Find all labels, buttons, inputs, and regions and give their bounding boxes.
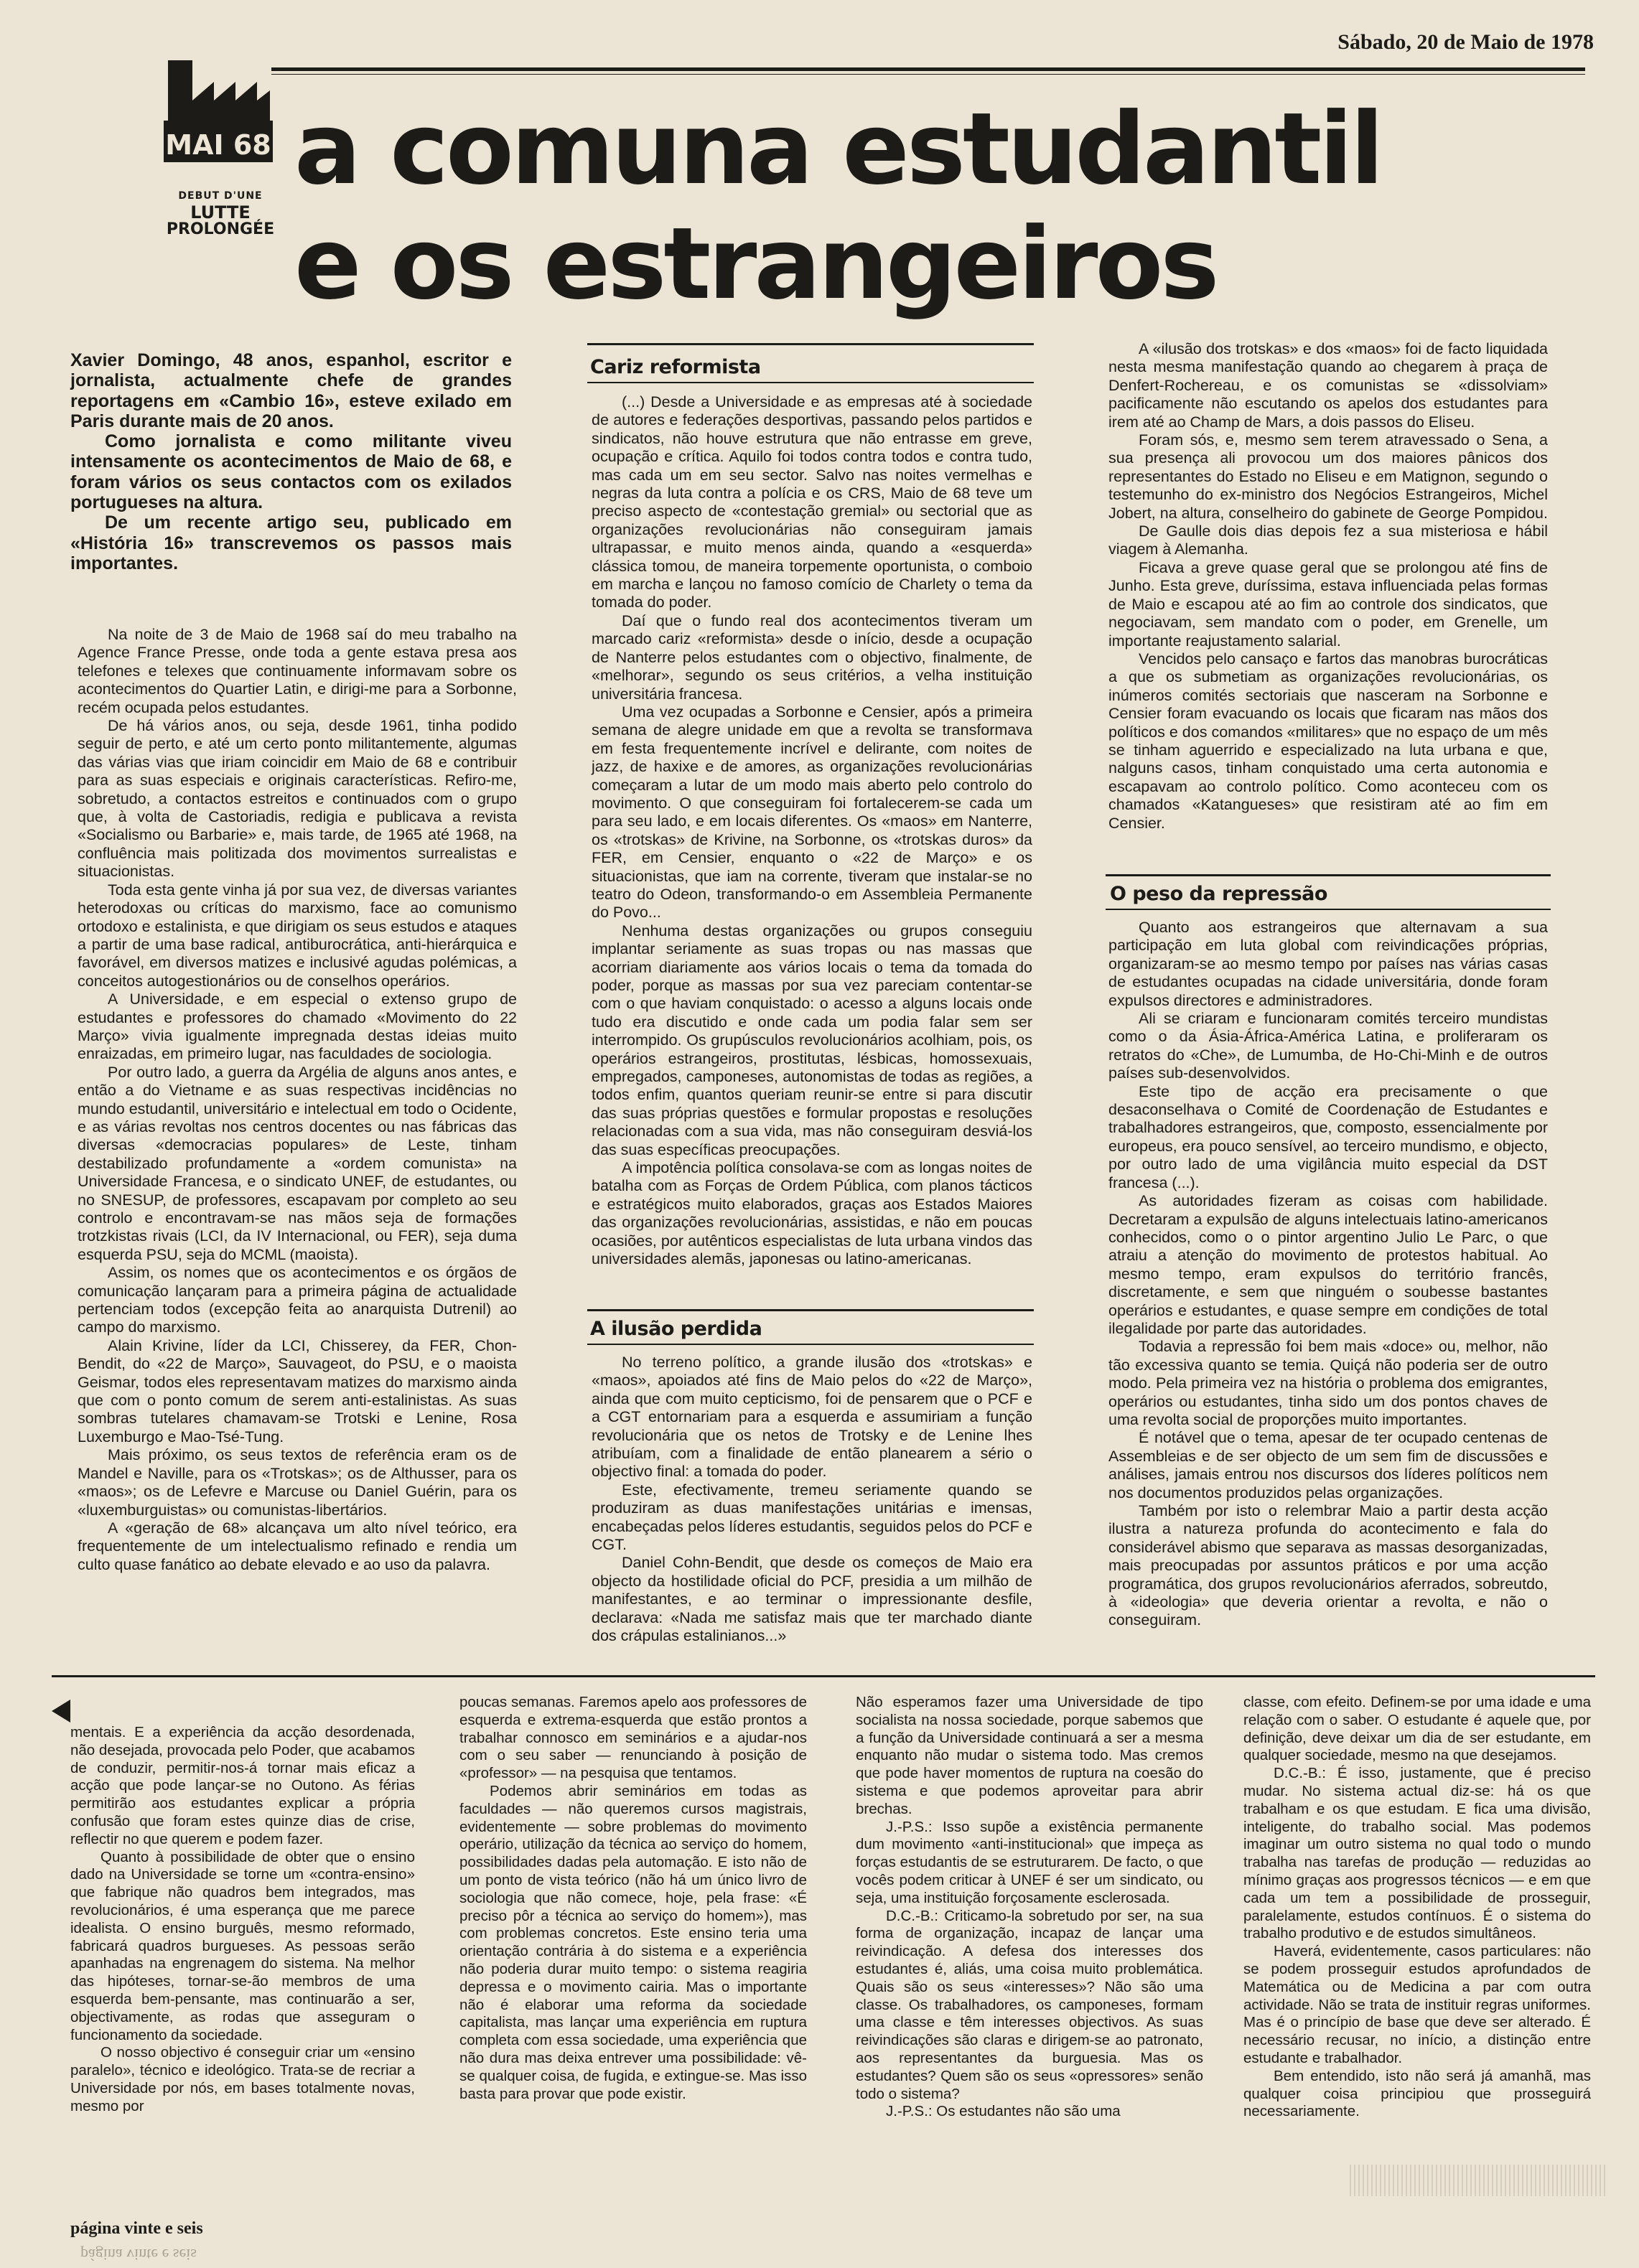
paragraph: D.C.-B.: É isso, justamente, que é preciso mudar. No sistema actual diz-se: há os que trabalham e os que estudam. E fica uma divisão, inteligente, do trabalho social. Mas podemos imaginar um outro sistema no qual todo o mundo trabalha nas tarefas de produção — reduzidas ao mínimo graças aos progressos técnicos — e em que cada um tem a possibilidade de prosseguir, paralelamente, estudos contínuos. É o sistema do trabalho produtivo e de estudos simultâneos. (1243, 1765, 1591, 1942)
paragraph: Todavia a repressão foi bem mais «doce» ou, melhor, não tão excessiva quanto se temia. Quiçá não poderia ser de outro modo. Pela primeira vez na história o problema dos emigrantes, operários ou estudantes, tinha sido um dos pontos chaves de uma revolta social de proporções muito importantes. (1108, 1338, 1548, 1428)
headline-line1: a comuna estudantil (294, 91, 1381, 207)
paragraph: Ali se criaram e funcionaram comités terceiro mundistas como o da Ásia-África-América Latina, e proliferaram os retratos do «Che», de Lumumba, de Ho-Chi-Minh e de outros países sub-desenvolvidos. (1108, 1010, 1548, 1082)
paragraph: poucas semanas. Faremos apelo aos professores de esquerda e extrema-esquerda que estão prontos a trabalhar connosco em seminários e a ajudar-nos com o seu saber — renunciando à posição de «professor» — na pesquisa que tentamos. (459, 1694, 807, 1782)
paragraph: A «ilusão dos trotskas» e dos «maos» foi de facto liquidada nesta mesma manifestação quando ao chegarem à praça de Denfert-Rochereau, e os comunistas se «dissolviam» pacificamente não escutando os apelos dos estudantes para irem até ao Champ de Mars, a dois passos do Eliseu. (1108, 340, 1548, 431)
paragraph: Vencidos pelo cansaço e fartos das manobras burocráticas a que os submetiam as organizações revolucionárias, os inúmeros comités sectoriais que nasceram na Sorbonne e Censier foram evacuando os locais que ficaram nas mãos dos políticos e dos comandos «militares» que no espaço de um mês se tinham aguerrido e especializado na luta urbana e que, nalguns casos, tinham conquistado uma certa autonomia e escapavam ao controlo político. Como aconteceu com os chamados «Katangueses» que resistiram até ao fim em Censier. (1108, 650, 1548, 832)
paragraph: As autoridades fizeram as coisas com habilidade. Decretaram a expulsão de alguns intelectuais latino-americanos conhecidos, como o o pintor argentino Julio Le Parc, o que atraiu a atenção do movimento de protestos habitual. Ao mesmo tempo, eram expulsos do território francês, discretamente, e sem que ninguém o soubesse bastantes operários e estudantes, e quase sempre em condições de total ilegalidade por parte das autoridades. (1108, 1192, 1548, 1337)
paragraph: Foram sós, e, mesmo sem terem atravessado o Sena, a sua presença ali provocou um dos maiores pânicos dos representantes do Estado no Eliseu e em Matignon, segundo o testemunho do ex-ministro dos Negócios Estrangeiros, Michel Jobert, na altura, conselheiro do gabinete de George Pompidou. (1108, 431, 1548, 522)
section-title-reformista: Cariz reformista (590, 356, 761, 378)
section-title-ilusao: A ilusão perdida (590, 1318, 762, 1340)
paragraph: Por outro lado, a guerra da Argélia de alguns anos antes, e então a do Vietname e as suas respectivas incidências no mundo estudantil, universitário e intelectual em todo o Ocidente, e as várias revoltas nos centros docentes ou nas fábricas das diversas «democracias populares» de Leste, tinham destabilizado profundamente a «ordem comunista» na Universidade Francesa, e o sindicato UNEF, de estudantes, ou no SNESUP, de professores, escapavam por completo ao seu controlo e encontravam-se nas mãos seja de formações trotzkistas rivais (LCI, da IV Internacional, ou FER), seja duma esquerda PSU, seja do MCML (maoista). (78, 1063, 517, 1263)
paragraph: Quanto aos estrangeiros que alternavam a sua participação em luta global com reivindicações próprias, organizaram-se ao mesmo tempo por países nas várias casas de estudantes ocupadas na cidade universitária, donde foram expulsos directores e administradores. (1108, 919, 1548, 1009)
paragraph: D.C.-B.: Criticamo-la sobretudo por ser, na sua forma de organização, incapaz de lançar uma reivindicação. A defesa dos interesses dos estudantes é, aliás, uma coisa muito problemática. Quais são os seus «interesses»? Não são uma classe. Os trabalhadores, os camponeses, formam uma classe e têm interesses objectivos. As suas reivindicações são claras e dirigem-se ao patronato, aos representantes da burguesia. Mas os estudantes? Quem são os seus «opressores» senão todo o sistema? (856, 1907, 1203, 2102)
paragraph: J.-P.S.: Isso supõe a existência permanente dum movimento «anti-institucional» que impeça as forças estudantis de se estruturarem. De facto, o que vocês podem criticar à UNEF é ser um sindicato, ou seja, uma instituição forçosamente esclerosada. (856, 1818, 1203, 1906)
section-underline-reformista (587, 382, 1034, 383)
logo-slogan-line2: LUTTE (190, 202, 251, 222)
logo-slogan (161, 188, 280, 238)
paragraph: Uma vez ocupadas a Sorbonne e Censier, após a primeira semana de alegre unidade em que a revolta se transformava em festa frequentemente incrível e delirante, com noites de jazz, de haxixe e de amores, as organizações revolucionárias começaram a lutar de um modo mais aberto pelo controlo do movimento. O que conseguiram foi fortalecerem-se cada um para seu lado, e em locais diferentes. Os «maos» em Nanterre, os «trotskas» de Krivine, na Sorbonne, os «trotskas duros» da FER, em Censier, enquanto o «22 de Março» e os situacionistas, que iam na corrente, tiveram que instalar-se no teatro do Odeon, transformando-o em Assembleia Permanente do Povo... (592, 703, 1032, 922)
paragraph: Não esperamos fazer uma Universidade de tipo socialista na nossa sociedade, porque sabemos que a função da Universidade continuará a ser a mesma enquanto não mudar o sistema todo. Mas cremos que pode haver momentos de ruptura na coesão do sistema e que podemos aproveitar para abrir brechas. (856, 1694, 1203, 1817)
paragraph: A «geração de 68» alcançava um alto nível teórico, era frequentemente de um intelectualismo refinado e rendia um culto quase fanático ao debate elevado e ao uso da palavra. (78, 1519, 517, 1573)
paragraph: mentais. E a experiência da acção desordenada, não desejada, provocada pelo Poder, que acabamos de conduzir, permitir-nos-á tornar mais eficaz a acção que pode lançar-se no Outono. As férias permitirão aos estudantes explicar a própria confusão que foram estes quinze dias de crise, reflectir no que querem e podem fazer. (70, 1724, 415, 1847)
paragraph: Mais próximo, os seus textos de referência eram os de Mandel e Naville, para os «Trotskas»; os de Althusser, para os «maos»; os de Lefevre e Marcuse ou Daniel Guérin, para os «luxemburguistas» ou comunistas-libertários. (78, 1446, 517, 1519)
section-underline-repressao (1106, 909, 1551, 910)
interview-column-3 (856, 1694, 1203, 2121)
paragraph: classe, com efeito. Definem-se por uma idade e uma relação com o saber. O estudante é aquele que, por definição, deve deixar um dia de ser estudante, em qualquer sociedade, mesmo na que desejamos. (1243, 1694, 1591, 1764)
lead-line: De um recente artigo seu, publicado em «História 16» transcrevemos os passos mais importantes. (70, 512, 512, 573)
print-artifact (1350, 2165, 1608, 2196)
article-column-3-top (1108, 340, 1548, 833)
paragraph: Bem entendido, isto não será já amanhã, mas qualquer coisa principiou que prosseguirá necessariamente. (1243, 2067, 1591, 2120)
paragraph: Nenhuma destas organizações ou grupos conseguiu implantar seriamente as suas tropas ou nas massas que acorriam diariamente aos vários locais o tema da tomada do poder, porque as massas por sua vez pareciam contentar-se com o que haviam conquistado: o acesso a alguns locais onde tudo era discutido e onde cada um podia falar sem ser interrompido. Os grupúsculos revolucionários acolhiam, pois, os operários estrangeiros, prostitutas, lésbicas, homossexuais, empregados, camponeses, autonomistas de todas as regiões, a todos enfim, quantos queriam reunir-se entre si para discutir das suas próprias questões e formular propostas e resoluções relacionadas com a sua vida, mas não conseguiram desviá-los das suas específicas preocupações. (592, 922, 1032, 1158)
continuation-arrow-icon (52, 1700, 70, 1723)
bleed-through-page-label: página vinte e seis (80, 2246, 197, 2264)
logo-slogan-line3: PROLONGÉE (166, 220, 275, 238)
paragraph: Este tipo de acção era precisamente o que desaconselhava o Comité de Coordenação de Estudantes e trabalhadores estrangeiros, que, composto, essencialmente por europeus, era pouco sensível, ao terceiro mundismo, e objecto, por outro lado de uma vigilância muito especial da DST francesa (...). (1108, 1082, 1548, 1191)
paragraph: (...) Desde a Universidade e as empresas até à sociedade de autores e federações desportivas, passando pelos partidos e sindicatos, não houve estrutura que não entrasse em greve, ocupação e crítica. Aquilo foi todos contra todos e contra tudo, mas cada um em seu sector. Salvo nas noites vermelhas e negras da luta contra a polícia e os CRS, Maio de 68 teve um preciso aspecto de «contestação gremial» ou sectorial que as organizações revolucionárias não conseguiram jamais ultrapassar, e muito menos ainda, quando a «esquerda» clássica tomou, de maneira torpemente oportunista, o comboio em marcha e lançou no famoso comício de Charlety o tema da tomada do poder. (592, 393, 1032, 611)
paragraph: É notável que o tema, apesar de ter ocupado centenas de Assembleias e de ser objecto de um sem fim de discussões e análises, jamais entrou nos discursos dos líderes políticos nem nos documentos produzidos pelas organizações. (1108, 1429, 1548, 1501)
header-rule-top (271, 67, 1585, 71)
paragraph: Este, efectivamente, tremeu seriamente quando se produziram as duas manifestações unitárias e imensas, encabeçadas pelos líderes estudantis, seguidos pelos do PCF e CGT. (592, 1481, 1032, 1554)
paragraph: De Gaulle dois dias depois fez a sua misteriosa e hábil viagem à Alemanha. (1108, 523, 1548, 558)
paragraph: Também por isto o relembrar Maio a partir desta acção ilustra a natureza profunda do acontecimento e fala do considerável abismo que separava as massas desorganizadas, mais preocupadas por assuntos práticos e por uma acção programática, dos grupos revolucionários aferrados, sobreutdo, à «ideologia» que deveria orientar a revolta, e não o conseguiram. (1108, 1502, 1548, 1629)
section-rule-reformista (587, 343, 1034, 345)
paragraph: Quanto à possibilidade de obter que o ensino dado na Universidade se torne um «contra-ensino» que fabrique não quadros bem integrados, mas revolucionários, é uma esperança que me parece idealista. O ensino burguês, mesmo reformado, fabricará quadros burgueses. As pessoas serão apanhadas na engrenagem do sistema. Na melhor das hipóteses, tornar-se-ão membros de uma esquerda bem-pensante, mas continuarão a ser, objectivamente, as rodas que asseguram o funcionamento da sociedade. (70, 1848, 415, 2043)
page-number-label: página vinte e seis (70, 2219, 203, 2238)
factory-icon (164, 57, 273, 172)
paragraph: Ficava a greve quase geral que se prolongou até fins de Junho. Esta greve, duríssima, estava influenciada pelas formas de Maio e escapou até ao fim ao controle dos sindicatos, que negociavam, sem mandato com o poder, em Grenelle, um importante reajustamento salarial. (1108, 558, 1548, 650)
paragraph: No terreno político, a grande ilusão dos «trotskas» e «maos», apoiados até fins de Maio pelos do «22 de Março», ainda que com muito cepticismo, foi de pensarem que o PCF e a CGT entornariam para a esquerda e assumiriam a função revolucionária que os netos de Trotsky e de Lenine lhes atribuíam, com a finalidade de então planearem a sério o objectivo final: a tomada do poder. (592, 1354, 1032, 1481)
issue-date: Sábado, 20 de Maio de 1978 (1337, 30, 1594, 54)
section-rule-ilusao (587, 1309, 1034, 1311)
paragraph: Podemos abrir seminários em todas as faculdades — não queremos cursos magistrais, evidentemente — sobre problemas do movimento operário, utilização da técnica ao serviço do homem, possibilidades dadas pela automação. E isto não de um ponto de vista teórico (não há um único livro de sociologia que não comece, hoje, pela frase: «É preciso pôr a técnica ao serviço do homem»), mas com problemas concretos. Este ensino teria uma orientação contrária à do sistema e a experiência não poderia durar muito tempo: o sistema reagiria depressa e o movimento cairia. Mas o importante não é elaborar uma reforma da sociedade capitalista, mas lançar uma experiência em ruptura completa com essa sociedade, uma experiência que não dura mas deixa entrever uma possibilidade: vê-se qualquer coisa, de fugida, e extingue-se. Mas isso basta para provar que pode existir. (459, 1782, 807, 2102)
section-title-repressao: O peso da repressão (1110, 883, 1327, 905)
headline (294, 92, 1587, 322)
article-column-1 (78, 626, 517, 1574)
interview-column-2 (459, 1694, 807, 2103)
header-rule-thin (271, 74, 1585, 75)
article-column-2-bottom (592, 1354, 1032, 1646)
logo-slogan-line1: DEBUT D'UNE (178, 190, 263, 202)
logo-label: MAI 68 (165, 129, 271, 161)
paragraph: Daí que o fundo real dos acontecimentos tiveram um marcado cariz «reformista» desde o início, desde a ocupação de Nanterre pelos estudantes com o objectivo, finalmente, de «melhorar», segundo os seus critérios, a velha instituição universitária francesa. (592, 611, 1032, 703)
paragraph: Daniel Cohn-Bendit, que desde os começos de Maio era objecto da hostilidade oficial do PCF, presidia a um milhão de manifestantes, e ao terminar o impressionante desfile, declarava: «Nada me satisfaz mais que ter marchado diante dos crápulas estalinianos...» (592, 1554, 1032, 1645)
paragraph: A Universidade, e em especial o extenso grupo de estudantes e professores do chamado «Movimento do 22 Março» vivia igualmente impregnada destas ideias muito enraizadas, em primeiro lugar, nas faculdades de sociologia. (78, 990, 517, 1063)
section-rule-repressao (1106, 874, 1551, 876)
section-underline-ilusao (587, 1344, 1034, 1345)
paragraph: Assim, os nomes que os acontecimentos e os órgãos de comunicação lançaram para a primeira página de actualidade pertenciam todos (excepção feita ao anarquista Dutrenil) ao campo do marxismo. (78, 1264, 517, 1336)
interview-column-1 (70, 1724, 415, 2116)
lead-paragraph (70, 350, 512, 573)
mai-68-logo (164, 57, 273, 172)
paragraph: O nosso objectivo é conseguir criar um «ensino paralelo», técnico e ideológico. Trata-se de recriar a Universidade por nós, em bases totalmente novas, mesmo por (70, 2044, 415, 2114)
paragraph: A impotência política consolava-se com as longas noites de batalha com as Forças de Ordem Pública, com planos tácticos e estratégicos muito elaborados, graças aos Estados Maiores das organizações revolucionárias, assistidas, e não em poucas ocasiões, por autênticos especialistas de luta urbana vindos das universidades alemãs, japonesas ou latino-americanas. (592, 1159, 1032, 1268)
lead-line: Como jornalista e como militante viveu intensamente os acontecimentos de Maio de 68, e foram vários os seus contactos com os exilados portugueses na altura. (70, 431, 512, 513)
headline-line2: e os estrangeiros (294, 206, 1217, 322)
paragraph: J.-P.S.: Os estudantes não são uma (886, 2103, 1121, 2120)
article-column-3-bottom (1108, 919, 1548, 1630)
interview-column-4 (1243, 1694, 1591, 2121)
article-column-2-top (592, 393, 1032, 1269)
paragraph: Alain Krivine, líder da LCI, Chisserey, da FER, Chon-Bendit, do «22 de Março», Sauvageot, do PSU, e o maoista Geismar, todos eles representavam matizes do marxismo ainda que com o ponto comum de serem anti-estalinistas. As suas sombras tutelares chamavam-se Trotski e Lenine, Rosa Luxemburgo e Mao-Tsé-Tung. (78, 1336, 517, 1445)
paragraph: Haverá, evidentemente, casos particulares: não se podem prosseguir estudos aprofundados de Matemática ou de Medicina a par com outra actividade. Não se trata de instituir regras uniformes. Mas é o princípio de base que deve ser alterado. É necessário recusar, no início, a distinção entre estudante e trabalhador. (1243, 1943, 1591, 2066)
interview-divider (52, 1675, 1595, 1677)
paragraph: Na noite de 3 de Maio de 1968 saí do meu trabalho na Agence France Presse, onde toda a gente estava presa aos telefones e telexes que continuamente informavam sobre os acontecimentos do Quartier Latin, e dirigi-me para a Sorbonne, recém ocupada pelos estudantes. (78, 626, 517, 716)
paragraph: De há vários anos, ou seja, desde 1961, tinha podido seguir de perto, e até um certo ponto militantemente, algumas das várias vias que iriam coincidir em Maio de 68 e contribuir para as suas especiais e originais características. Refiro-me, sobretudo, a contactos estreitos e continuados com o grupo que, à volta de Castoriadis, redigia e publicava a revista «Socialismo ou Barbarie» e, mais tarde, de 1965 até 1968, na confluência mais politizada dos movimentos surrealistas e situacionistas. (78, 717, 517, 881)
paragraph: Toda esta gente vinha já por sua vez, de diversas variantes heterodoxas ou críticas do marxismo, face ao comunismo ortodoxo e estalinista, e que dirigiam os seus estudos e ataques a partir de uma base radical, antiburocrática, anti-hierárquica e favorável, em diversos matizes e inclusivé agudas polémicas, a conceitos autogestionários ou de conselhos operários. (78, 881, 517, 990)
lead-line: Xavier Domingo, 48 anos, espanhol, escritor e jornalista, actualmente chefe de grandes reportagens em «Cambio 16», esteve exilado em Paris durante mais de 20 anos. (70, 350, 512, 431)
